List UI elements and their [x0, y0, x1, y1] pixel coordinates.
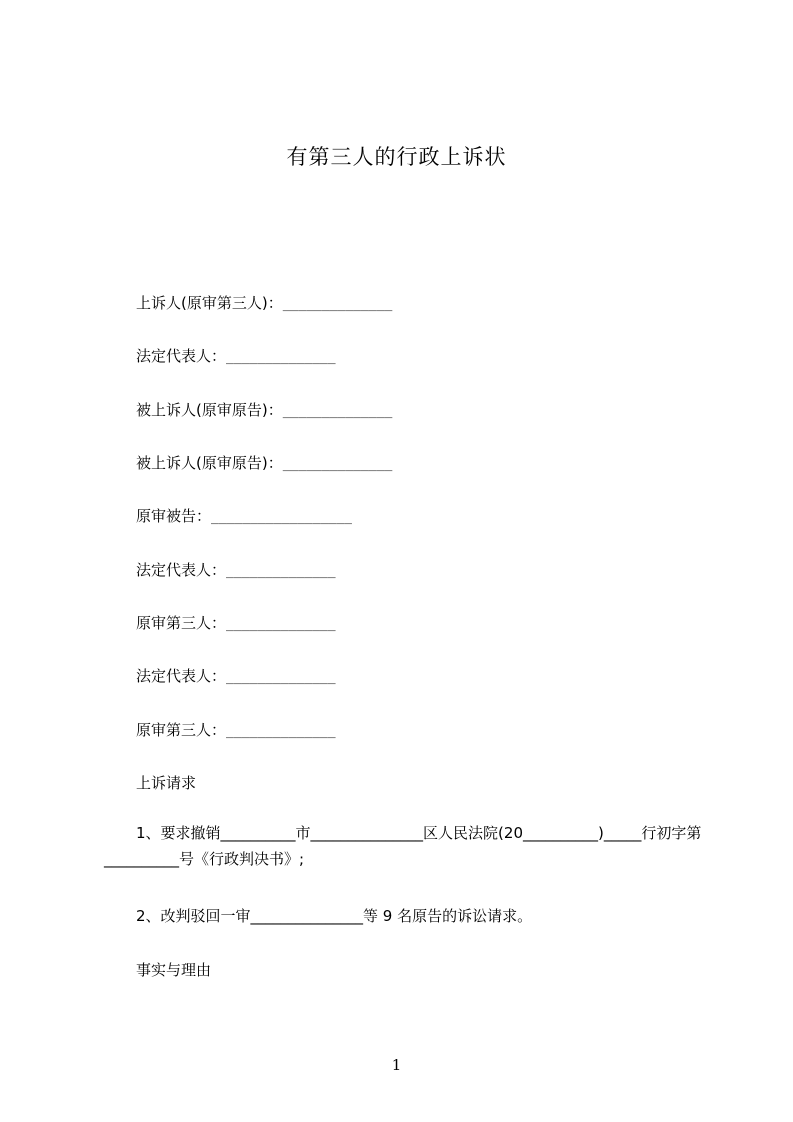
field-appellant — [136, 292, 392, 313]
claims-heading: 上诉请求 — [136, 774, 197, 792]
field-legal-rep — [136, 559, 336, 580]
facts-heading: 事实与理由 — [136, 961, 212, 979]
field-appellee-2 — [136, 452, 392, 473]
document-title: 有第三人的行政上诉状 — [286, 145, 507, 169]
field-legal-rep — [136, 665, 336, 686]
field-label: 被上诉人(原审原告)： — [136, 401, 283, 419]
field-blank: ______________ — [282, 404, 393, 419]
field-legal-rep — [136, 345, 336, 366]
field-blank: __________________ — [211, 510, 352, 525]
field-label: 法定代表人： — [136, 561, 227, 579]
claim-item-2: 2、改判驳回一审_______________等 9 名原告的诉讼请求。 — [136, 907, 533, 925]
field-third-party — [136, 719, 336, 740]
field-label: 被上诉人(原审原告)： — [136, 454, 283, 472]
field-blank: ______________ — [226, 617, 336, 632]
field-third-party — [136, 612, 336, 633]
field-label: 法定代表人： — [136, 667, 227, 685]
field-blank: ______________ — [226, 564, 336, 579]
field-blank: ______________ — [282, 457, 393, 472]
field-label: 法定代表人： — [136, 347, 227, 365]
field-blank: ______________ — [226, 350, 336, 365]
field-original-defendant — [136, 505, 352, 526]
field-blank: ______________ — [226, 670, 336, 685]
field-blank: ______________ — [282, 297, 393, 312]
field-appellee-1 — [136, 399, 392, 420]
field-blank: ______________ — [226, 724, 336, 739]
claim-item-1: 1、要求撤销__________市_______________区人民法院(20__________)_____行初字第__________号《行政判决书》; — [104, 824, 702, 868]
field-label: 上诉人(原审第三人)： — [136, 294, 283, 312]
field-label: 原审第三人： — [136, 721, 227, 739]
field-label: 原审被告： — [136, 507, 212, 525]
page-number: 1 — [391, 1056, 402, 1074]
field-label: 原审第三人： — [136, 614, 227, 632]
